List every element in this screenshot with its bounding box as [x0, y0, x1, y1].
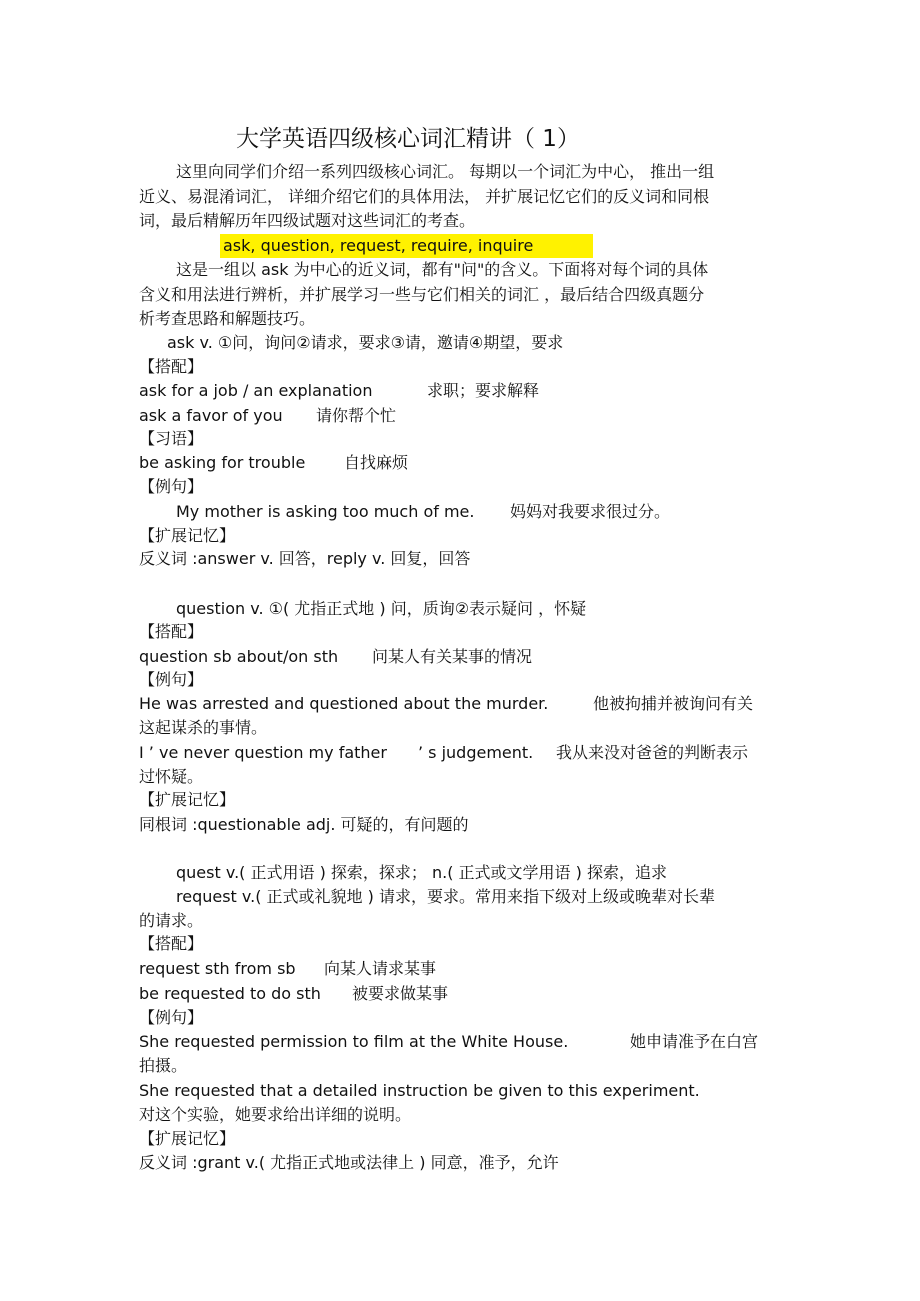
request-definition: request v.( 正式或礼貌地 ) 请求，要求。常用来指下级对上级或晚辈对长辈 [176, 887, 715, 906]
intro-line-3: 词，最后精解历年四级试题对这些词汇的考查。 [139, 211, 476, 230]
question-example-tag: 【例句】 [139, 670, 204, 689]
request-collocation-2-zh: 被要求做某事 [352, 984, 449, 1003]
question-example-1-zh-cont: 这起谋杀的事情。 [139, 718, 268, 737]
request-example-2-en: She requested that a detailed instruction be given to this experiment. [139, 1081, 700, 1100]
request-extend: 反义词 :grant v.( 尤指正式地或法律上 ) 同意，准予，允许 [139, 1153, 559, 1172]
question-collocation-zh: 问某人有关某事的情况 [372, 647, 533, 666]
ask-collocation-2-zh: 请你帮个忙 [316, 406, 397, 425]
intro-line-1: 这里向同学们介绍一系列四级核心词汇。 每期以一个词汇为中心， 推出一组 [176, 162, 715, 181]
request-example-tag: 【例句】 [139, 1008, 204, 1027]
overview-line-1: 这是一组以 ask 为中心的近义词，都有"问"的含义。下面将对每个词的具体 [176, 260, 709, 279]
question-example-2-zh: 我从来没对爸爸的判断表示 [556, 743, 749, 762]
ask-idiom-tag: 【习语】 [139, 429, 204, 448]
question-example-2-en-b: ’ s judgement. [418, 743, 534, 762]
question-collocation-en: question sb about/on sth [139, 647, 339, 666]
ask-extend-tag: 【扩展记忆】 [139, 526, 236, 545]
ask-collocation-tag: 【搭配】 [139, 357, 204, 376]
question-example-1-en: He was arrested and questioned about the murder. [139, 694, 549, 713]
question-example-2-en-a: I ’ ve never question my father [139, 743, 387, 762]
request-collocation-1-en: request sth from sb [139, 959, 296, 978]
quest-definition: quest v.( 正式用语 ) 探索，探求； n.( 正式或文学用语 ) 探索，追求 [176, 863, 667, 882]
ask-example-zh: 妈妈对我要求很过分。 [510, 502, 671, 521]
ask-idiom-zh: 自找麻烦 [344, 453, 409, 472]
request-collocation-tag: 【搭配】 [139, 934, 204, 953]
ask-example-en: My mother is asking too much of me. [176, 502, 475, 521]
ask-collocation-2-en: ask a favor of you [139, 406, 283, 425]
request-extend-tag: 【扩展记忆】 [139, 1129, 236, 1148]
question-example-2-zh-cont: 过怀疑。 [139, 767, 204, 786]
overview-line-2: 含义和用法进行辨析，并扩展学习一些与它们相关的词汇 ，最后结合四级真题分 [139, 285, 705, 304]
request-example-1-zh-cont: 拍摄。 [139, 1056, 188, 1075]
intro-line-2: 近义、易混淆词汇， 详细介绍它们的具体用法， 并扩展记忆它们的反义词和同根 [139, 187, 710, 206]
page-title: 大学英语四级核心词汇精讲（ 1） [236, 126, 580, 152]
ask-collocation-1-en: ask for a job / an explanation [139, 381, 373, 400]
request-definition-cont: 的请求。 [139, 911, 204, 930]
request-collocation-2-en: be requested to do sth [139, 984, 321, 1003]
highlighted-word-group [220, 234, 593, 258]
overview-line-3: 析考查思路和解题技巧。 [139, 309, 316, 328]
ask-extend: 反义词 :answer v. 回答，reply v. 回复，回答 [139, 549, 471, 568]
request-collocation-1-zh: 向某人请求某事 [324, 959, 437, 978]
ask-idiom-en: be asking for trouble [139, 453, 306, 472]
question-example-1-zh: 他被拘捕并被询问有关 [593, 694, 754, 713]
question-extend-tag: 【扩展记忆】 [139, 790, 236, 809]
ask-example-tag: 【例句】 [139, 477, 204, 496]
question-extend: 同根词 :questionable adj. 可疑的，有问题的 [139, 815, 469, 834]
highlighted-word-group-text: ask, question, request, require, inquire [223, 236, 534, 255]
request-example-1-en: She requested permission to film at the White House. [139, 1032, 569, 1051]
question-collocation-tag: 【搭配】 [139, 622, 204, 641]
request-example-1-zh: 她申请准予在白宫 [630, 1032, 759, 1051]
question-definition: question v. ①( 尤指正式地 ) 问，质询②表示疑问 ，怀疑 [176, 599, 587, 618]
ask-definition: ask v. ①问，询问②请求，要求③请，邀请④期望，要求 [167, 333, 564, 352]
ask-collocation-1-zh: 求职；要求解释 [427, 381, 540, 400]
request-example-2-zh: 对这个实验，她要求给出详细的说明。 [139, 1105, 412, 1124]
